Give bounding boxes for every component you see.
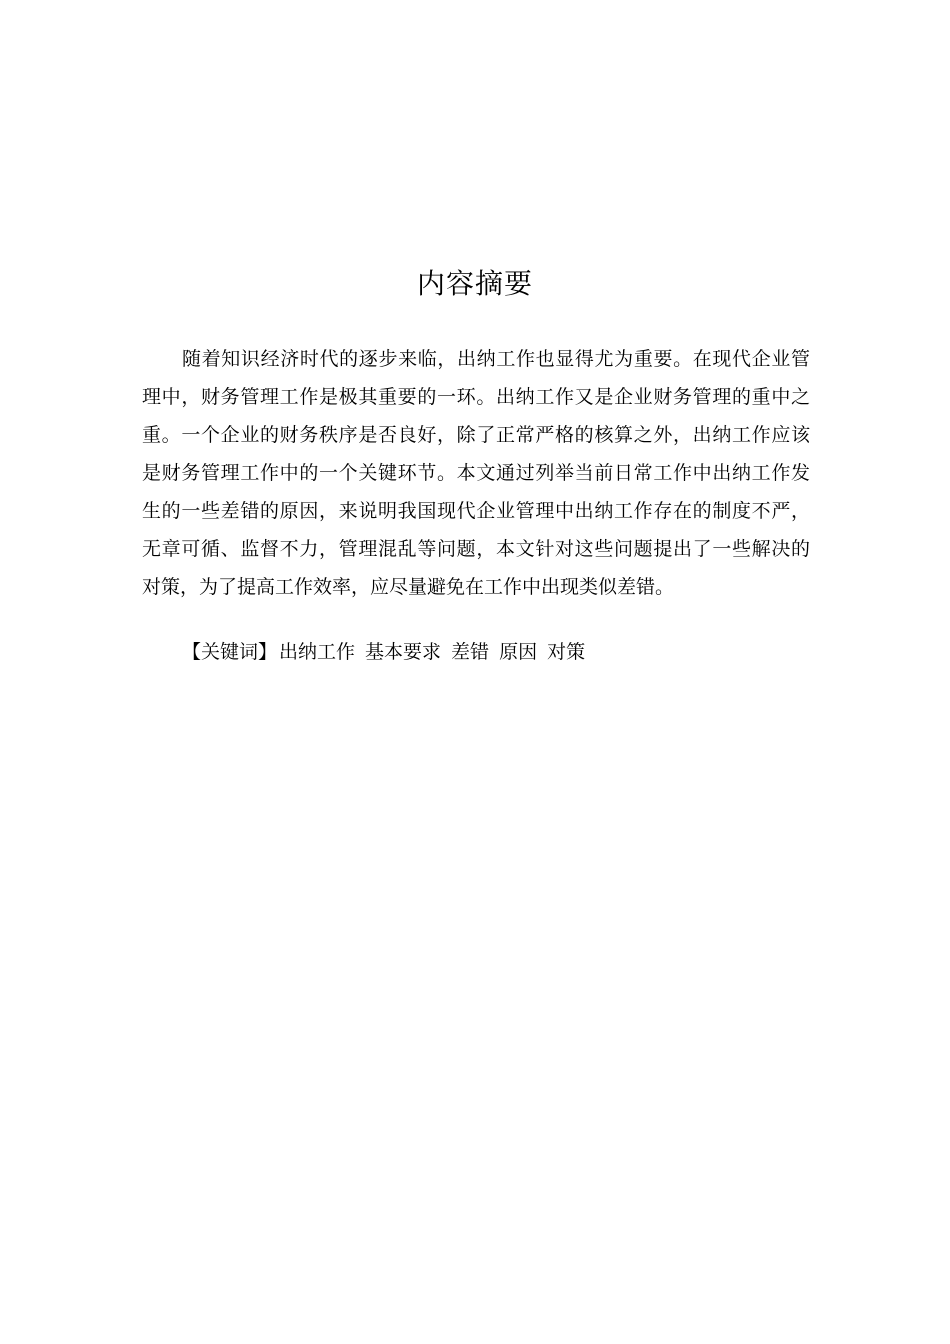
keyword: 原因 [499, 641, 538, 663]
keywords-label: 【关键词】 [182, 641, 278, 663]
abstract-paragraph [142, 340, 810, 606]
abstract-line: 理中，财务管理工作是极其重要的一环。出纳工作又是企业财务管理的重中之 [142, 386, 810, 408]
keyword: 对策 [547, 641, 586, 663]
abstract-line: 对策，为了提高工作效率，应尽量避免在工作中出现类似差错。 [142, 576, 675, 598]
keyword: 出纳工作 [279, 641, 356, 663]
abstract-line: 重。一个企业的财务秩序是否良好，除了正常严格的核算之外，出纳工作应该 [142, 424, 810, 446]
keyword: 基本要求 [365, 641, 442, 663]
abstract-line: 是财务管理工作中的一个关键环节。本文通过列举当前日常工作中出纳工作发 [142, 462, 810, 484]
abstract-line: 生的一些差错的原因，来说明我国现代企业管理中出纳工作存在的制度不严， [142, 500, 810, 522]
keyword: 差错 [451, 641, 490, 663]
keywords-line [182, 633, 595, 671]
abstract-line: 随着知识经济时代的逐步来临，出纳工作也显得尤为重要。在现代企业管 [182, 348, 810, 370]
page-title: 内容摘要 [416, 267, 533, 300]
abstract-line: 无章可循、监督不力，管理混乱等问题，本文针对这些问题提出了一些解决的 [142, 538, 810, 560]
